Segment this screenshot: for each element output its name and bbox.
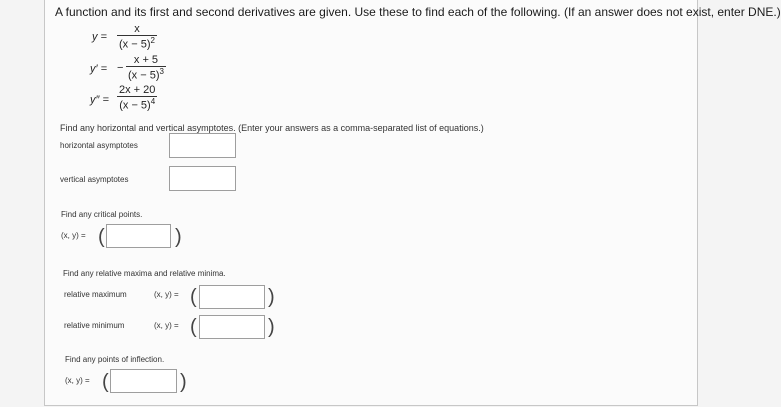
inflection-xy-label: (x, y) = bbox=[65, 376, 90, 385]
horizontal-asymptotes-label: horizontal asymptotes bbox=[60, 141, 138, 150]
inflection-close-paren: ) bbox=[180, 371, 187, 393]
question-intro: A function and its first and second derivatives are given. Use these to find each of the following. (If an answer does not exist, enter DNE.) bbox=[55, 5, 781, 19]
max-open-paren: ( bbox=[190, 286, 197, 308]
min-open-paren: ( bbox=[190, 316, 197, 338]
critical-points-input[interactable] bbox=[106, 224, 171, 248]
relative-maximum-label: relative maximum bbox=[64, 290, 127, 299]
y-double-prime-numerator: 2x + 20 bbox=[119, 84, 156, 96]
y-numerator: x bbox=[134, 23, 140, 35]
inflection-open-paren: ( bbox=[102, 371, 109, 393]
asymptotes-prompt: Find any horizontal and vertical asymptotes. (Enter your answers as a comma-separated list of equations.) bbox=[60, 123, 484, 133]
y-denominator: $(x - 5)^2$ bbox=[119, 36, 155, 51]
relative-maximum-input[interactable] bbox=[199, 285, 265, 309]
y-prime-denominator: $(x - 5)^3$ bbox=[128, 67, 164, 82]
min-close-paren: ) bbox=[268, 316, 275, 338]
critical-open-paren: ( bbox=[98, 226, 105, 248]
y-double-prime-fraction bbox=[117, 84, 157, 112]
y-prime-fraction bbox=[126, 54, 166, 82]
max-xy-label: (x, y) = bbox=[154, 290, 179, 299]
y-fraction bbox=[117, 23, 157, 51]
relative-minimum-input[interactable] bbox=[199, 315, 265, 339]
inflection-prompt: Find any points of inflection. bbox=[65, 355, 165, 364]
min-xy-label: (x, y) = bbox=[154, 321, 179, 330]
critical-xy-label: (x, y) = bbox=[61, 231, 86, 240]
extrema-prompt: Find any relative maxima and relative minima. bbox=[63, 269, 226, 278]
critical-close-paren: ) bbox=[175, 226, 182, 248]
y-prime-label: y′ = bbox=[90, 63, 108, 75]
y-prime-numerator: x + 5 bbox=[133, 54, 159, 66]
max-close-paren: ) bbox=[268, 286, 275, 308]
y-double-prime-denominator: $(x - 5)^4$ bbox=[117, 96, 157, 112]
relative-minimum-label: relative minimum bbox=[64, 321, 125, 330]
vertical-asymptotes-input[interactable] bbox=[169, 166, 236, 191]
y-prime-sign: − bbox=[117, 62, 124, 74]
y-double-prime-label: y″ = bbox=[90, 94, 109, 106]
horizontal-asymptotes-input[interactable] bbox=[169, 133, 236, 158]
vertical-asymptotes-label: vertical asymptotes bbox=[60, 175, 129, 184]
y-label: y = bbox=[92, 31, 107, 43]
inflection-points-input[interactable] bbox=[110, 369, 177, 393]
critical-points-prompt: Find any critical points. bbox=[61, 210, 143, 219]
